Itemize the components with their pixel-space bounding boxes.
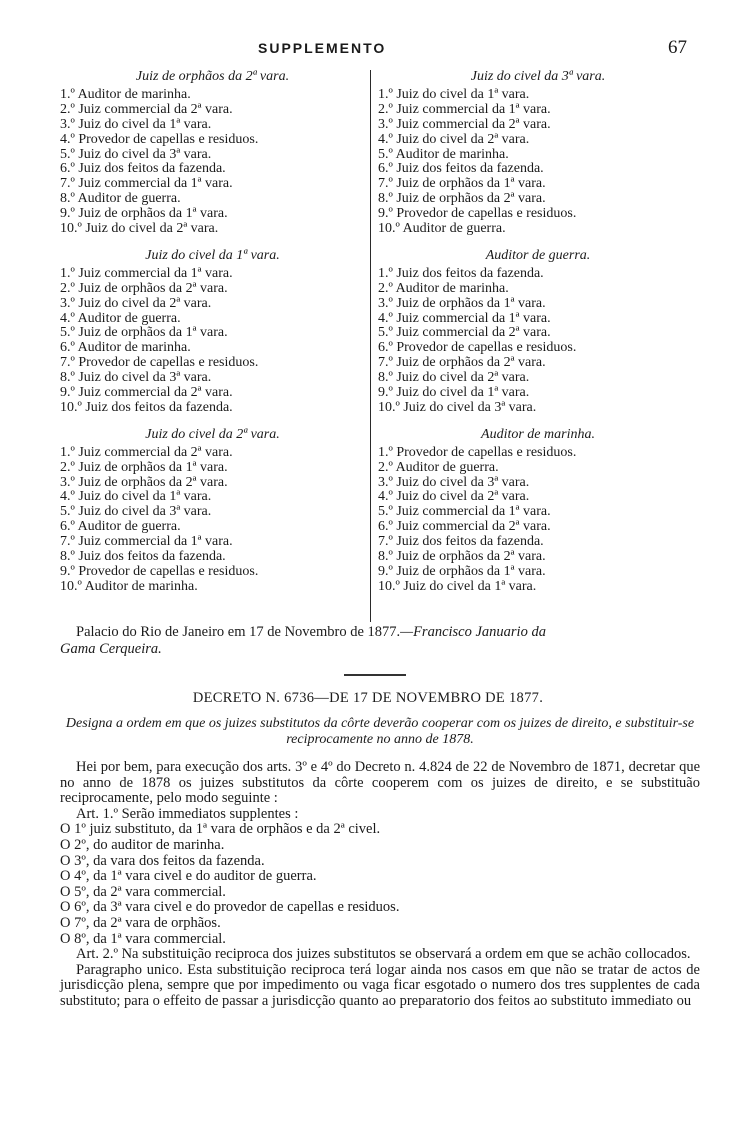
list-item: 3.º Juiz de orphãos da 2ª vara. xyxy=(60,474,228,490)
list-item: 1.º Juiz commercial da 2ª vara. xyxy=(60,444,233,460)
list-item: 5.º Auditor de marinha. xyxy=(378,146,509,162)
list-item: 4.º Juiz do civel da 1ª vara. xyxy=(60,489,212,505)
list-item: 4.º Juiz do civel da 2ª vara. xyxy=(378,489,530,505)
list-item: 1.º Provedor de capellas e residuos. xyxy=(378,444,577,460)
signatory-name: —Francisco Januario da xyxy=(400,624,546,640)
left-column xyxy=(60,66,365,603)
list-item: 4.º Juiz do civel da 2ª vara. xyxy=(378,131,530,147)
section xyxy=(60,66,365,237)
list-item: 9.º Juiz do civel da 1ª vara. xyxy=(378,385,530,401)
signature-block xyxy=(60,624,700,658)
running-title: SUPPLEMENTO xyxy=(258,40,387,56)
list-item: 10.º Juiz do civel da 2ª vara. xyxy=(60,221,219,237)
signatory-name-cont: Gama Cerqueira. xyxy=(60,641,162,657)
order-item: O 3º, da vara dos feitos da fazenda. xyxy=(60,852,265,869)
list-item: 7.º Juiz commercial da 1ª vara. xyxy=(60,534,233,550)
section-rule xyxy=(344,674,406,676)
order-item: O 7º, da 2ª vara de orphãos. xyxy=(60,914,221,931)
section xyxy=(378,424,698,595)
section-title: Auditor de marinha. xyxy=(481,426,595,442)
list-item: 1.º Juiz dos feitos da fazenda. xyxy=(378,265,544,281)
list-item: 10.º Juiz dos feitos da fazenda. xyxy=(60,399,233,415)
list-item: 3.º Juiz de orphãos da 1ª vara. xyxy=(378,295,546,311)
list-item: 8.º Juiz do civel da 2ª vara. xyxy=(378,370,530,386)
list-item: 7.º Juiz dos feitos da fazenda. xyxy=(378,534,544,550)
list-item: 10.º Auditor de marinha. xyxy=(60,578,198,594)
list-item: 9.º Juiz de orphãos da 1ª vara. xyxy=(378,563,546,579)
list-item: 10.º Juiz do civel da 3ª vara. xyxy=(378,399,537,415)
list-item: 6.º Juiz dos feitos da fazenda. xyxy=(60,161,226,177)
list-item: 8.º Juiz do civel da 3ª vara. xyxy=(60,370,212,386)
list-item: 2.º Auditor de guerra. xyxy=(378,459,499,475)
list-item: 8.º Auditor de guerra. xyxy=(60,191,181,207)
list-item: 9.º Juiz commercial da 2ª vara. xyxy=(60,385,233,401)
list-item: 4.º Auditor de guerra. xyxy=(60,310,181,326)
substitution-list xyxy=(378,267,698,416)
list-item: 8.º Juiz de orphãos da 2ª vara. xyxy=(378,191,546,207)
list-item: 9.º Juiz de orphãos da 1ª vara. xyxy=(60,206,228,222)
substitution-list xyxy=(60,267,365,416)
list-item: 5.º Juiz commercial da 1ª vara. xyxy=(378,504,551,520)
list-item: 6.º Auditor de guerra. xyxy=(60,519,181,535)
section xyxy=(378,245,698,416)
list-item: 1.º Juiz do civel da 1ª vara. xyxy=(378,87,530,102)
list-item: 1.º Juiz commercial da 1ª vara. xyxy=(60,265,233,281)
page-header xyxy=(0,37,736,60)
list-item: 4.º Provedor de capellas e residuos. xyxy=(60,131,259,147)
article-1: Art. 1.º Serão immediatos supplentes : xyxy=(76,805,299,822)
substitution-list xyxy=(378,446,698,595)
section-title: Juiz de orphãos da 2ª vara. xyxy=(135,69,290,84)
decree-title: DECRETO N. 6736—DE 17 DE NOVEMBRO DE 1877. xyxy=(192,690,544,706)
list-item: 9.º Provedor de capellas e residuos. xyxy=(60,563,259,579)
substitution-list xyxy=(60,446,365,595)
decree-intro: Hei por bem, para execução dos arts. 3º e 4º do Decreto n. 4.824 de 22 de Novembro de 1871, decretar que no anno de 1878 os juizes substitutos da côrte cooperem com os juizes de direito, e se substituão reciprocamente, pelo modo seguinte : xyxy=(60,759,700,807)
decree-body xyxy=(60,760,700,1010)
list-item: 2.º Juiz commercial da 2ª vara. xyxy=(60,101,233,117)
list-item: 2.º Juiz commercial da 1ª vara. xyxy=(378,101,551,117)
list-item: 7.º Juiz commercial da 1ª vara. xyxy=(60,176,233,192)
section xyxy=(60,424,365,595)
section xyxy=(60,245,365,416)
list-item: 4.º Juiz commercial da 1ª vara. xyxy=(378,310,551,326)
list-item: 5.º Juiz do civel da 3ª vara. xyxy=(60,504,212,520)
substitution-list xyxy=(378,88,698,237)
list-item: 7.º Provedor de capellas e residuos. xyxy=(60,355,259,371)
list-item: 5.º Juiz do civel da 3ª vara. xyxy=(60,146,212,162)
order-item: O 1º juiz substituto, da 1ª vara de orphãos e da 2ª civel. xyxy=(60,821,381,838)
section-title: Juiz do civel da 2ª vara. xyxy=(145,426,280,442)
list-item: 6.º Auditor de marinha. xyxy=(60,340,191,356)
list-item: 8.º Juiz dos feitos da fazenda. xyxy=(60,549,226,565)
order-item: O 5º, da 2ª vara commercial. xyxy=(60,883,226,900)
page-number: 67 xyxy=(668,37,687,58)
article-2: Art. 2.º Na substituição reciproca dos juizes substitutos se observará a ordem em que se achão collocados. xyxy=(76,946,691,963)
list-item: 6.º Juiz commercial da 2ª vara. xyxy=(378,519,551,535)
list-item: 3.º Juiz do civel da 2ª vara. xyxy=(60,295,212,311)
list-item: 3.º Juiz do civel da 3ª vara. xyxy=(378,474,530,490)
list-item: 3.º Juiz do civel da 1ª vara. xyxy=(60,116,212,132)
section-title: Juiz do civel da 1ª vara. xyxy=(145,247,280,263)
substitution-list xyxy=(60,88,365,237)
order-item: O 4º, da 1ª vara civel e do auditor de guerra. xyxy=(60,868,317,885)
list-item: 5.º Juiz de orphãos da 1ª vara. xyxy=(60,325,228,341)
order-item: O 2º, do auditor de marinha. xyxy=(60,836,225,853)
column-divider xyxy=(370,70,371,622)
section-title: Juiz do civel da 3ª vara. xyxy=(470,69,606,84)
order-item: O 6º, da 3ª vara civel e do provedor de capellas e residuos. xyxy=(60,899,400,916)
list-item: 5.º Juiz commercial da 2ª vara. xyxy=(378,325,551,341)
paragrapho-unico: Paragrapho unico. Esta substituição reciproca terá logar ainda nos casos em que não se tratar de actos de jurisdicção plena, sempre que por impedimento ou vaga ficar esgotado o numero dos tres supplentes de cada substituto; para o effeito de passar a jurisdicção quanto ao preparatorio dos feitos ao substituto immediato ou xyxy=(60,961,700,1009)
right-column xyxy=(378,66,698,603)
list-item: 9.º Provedor de capellas e residuos. xyxy=(378,206,577,222)
signature-line xyxy=(60,624,700,641)
section xyxy=(378,66,698,237)
list-item: 2.º Auditor de marinha. xyxy=(378,280,509,296)
section-title: Auditor de guerra. xyxy=(485,247,591,263)
list-item: 10.º Juiz do civel da 1ª vara. xyxy=(378,578,537,594)
place-date: Palacio do Rio de Janeiro em 17 de Novembro de 1877. xyxy=(76,624,401,640)
decree-summary: Designa a ordem em que os juizes substitutos da côrte deverão cooperar com os juizes de direito, e substituir-se reciprocamente no anno de 1878. xyxy=(65,716,695,747)
list-item: 7.º Juiz de orphãos da 1ª vara. xyxy=(378,176,546,192)
list-item: 10.º Auditor de guerra. xyxy=(378,221,506,237)
list-item: 2.º Juiz de orphãos da 2ª vara. xyxy=(60,280,228,296)
order-item: O 8º, da 1ª vara commercial. xyxy=(60,930,226,947)
list-item: 2.º Juiz de orphãos da 1ª vara. xyxy=(60,459,228,475)
list-item: 6.º Provedor de capellas e residuos. xyxy=(378,340,577,356)
list-item: 6.º Juiz dos feitos da fazenda. xyxy=(378,161,544,177)
list-item: 1.º Auditor de marinha. xyxy=(60,87,191,102)
list-item: 7.º Juiz de orphãos da 2ª vara. xyxy=(378,355,546,371)
list-item: 8.º Juiz de orphãos da 2ª vara. xyxy=(378,549,546,565)
list-item: 3.º Juiz commercial da 2ª vara. xyxy=(378,116,551,132)
